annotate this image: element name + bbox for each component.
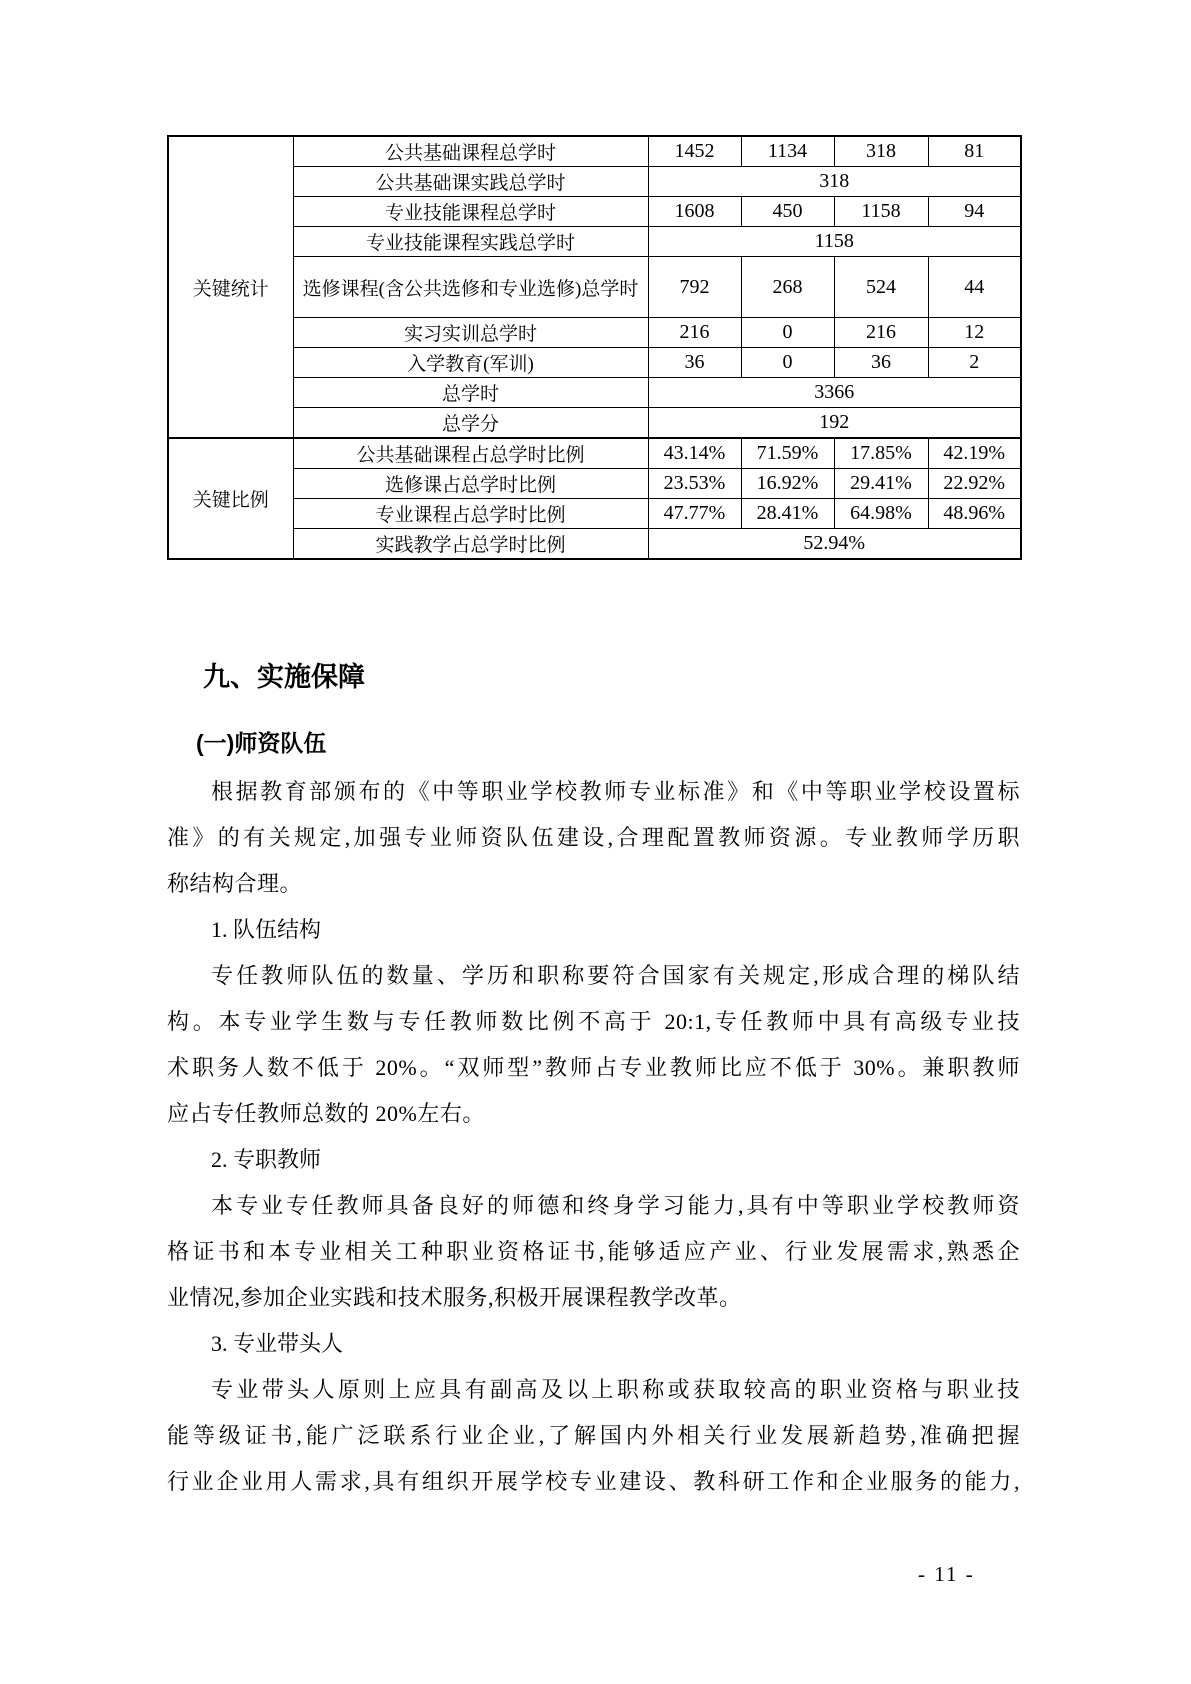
- value-cell: 792: [648, 257, 741, 318]
- paragraph-line: 根据教育部颁布的《中等职业学校教师专业标准》和《中等职业学校设置标: [211, 779, 1020, 804]
- merged-value-cell: 192: [648, 408, 1021, 439]
- paragraph-line: 专任教师队伍的数量、学历和职称要符合国家有关规定,形成合理的梯队结: [211, 963, 1020, 988]
- value-cell: 42.19%: [928, 438, 1021, 469]
- paragraph-line: 行业企业用人需求,具有组织开展学校专业建设、教科研工作和企业服务的能力,: [167, 1469, 1020, 1494]
- value-cell: 36: [648, 348, 741, 378]
- table-row: [168, 408, 1021, 439]
- body-text: [167, 769, 1020, 1505]
- paragraph-line: 应占专任教师总数的 20%左右。: [167, 1101, 485, 1126]
- value-cell: 1158: [834, 197, 928, 227]
- section-heading: (一)师资队伍: [196, 730, 327, 756]
- numbered-item-title: 3. 专业带头人: [211, 1331, 344, 1356]
- table-row: [168, 167, 1021, 197]
- value-cell: 12: [928, 318, 1021, 348]
- value-cell: 318: [834, 136, 928, 167]
- value-cell: 47.77%: [648, 499, 741, 529]
- value-cell: 23.53%: [648, 469, 741, 499]
- row-label: 实践教学占总学时比例: [293, 529, 648, 560]
- table-row: [168, 318, 1021, 348]
- merged-value-cell: 1158: [648, 227, 1021, 257]
- value-cell: 64.98%: [834, 499, 928, 529]
- row-label: 专业课程占总学时比例: [293, 499, 648, 529]
- table-row: [168, 227, 1021, 257]
- value-cell: 0: [741, 318, 834, 348]
- page-number: - 11 -: [918, 1562, 975, 1586]
- paragraph-line: 准》的有关规定,加强专业师资队伍建设,合理配置教师资源。专业教师学历职: [167, 825, 1020, 850]
- paragraph-line: 术职务人数不低于 20%。“双师型”教师占专业教师比应不低于 30%。兼职教师: [167, 1055, 1020, 1080]
- table-row: [168, 136, 1021, 167]
- value-cell: 81: [928, 136, 1021, 167]
- row-label: 总学时: [293, 378, 648, 408]
- value-cell: 29.41%: [834, 469, 928, 499]
- merged-value-cell: 52.94%: [648, 529, 1021, 560]
- value-cell: 0: [741, 348, 834, 378]
- row-label: 选修课程(含公共选修和专业选修)总学时: [293, 257, 648, 318]
- value-cell: 17.85%: [834, 438, 928, 469]
- table-row: [168, 197, 1021, 227]
- value-cell: 44: [928, 257, 1021, 318]
- paragraph-line: 构。本专业学生数与专任教师数比例不高于 20:1,专任教师中具有高级专业技: [167, 1009, 1020, 1034]
- value-cell: 524: [834, 257, 928, 318]
- value-cell: 36: [834, 348, 928, 378]
- table-row: [168, 257, 1021, 318]
- row-label: 公共基础课程占总学时比例: [293, 438, 648, 469]
- paragraph-line: 格证书和本专业相关工种职业资格证书,能够适应产业、行业发展需求,熟悉企: [167, 1239, 1020, 1264]
- row-label: 专业技能课程总学时: [293, 197, 648, 227]
- row-label: 选修课占总学时比例: [293, 469, 648, 499]
- value-cell: 2: [928, 348, 1021, 378]
- row-label: 总学分: [293, 408, 648, 439]
- value-cell: 22.92%: [928, 469, 1021, 499]
- table-row: [168, 438, 1021, 469]
- paragraph-line: 专业带头人原则上应具有副高及以上职称或获取较高的职业资格与职业技: [211, 1377, 1020, 1402]
- table-row: [168, 469, 1021, 499]
- table-row: [168, 378, 1021, 408]
- row-label: 实习实训总学时: [293, 318, 648, 348]
- value-cell: 216: [834, 318, 928, 348]
- group-cell-stats: 关键统计: [168, 136, 293, 438]
- key-statistics-table: [167, 135, 1022, 560]
- value-cell: 268: [741, 257, 834, 318]
- numbered-item-title: 1. 队伍结构: [211, 917, 322, 942]
- chapter-heading: 九、实施保障: [203, 662, 365, 692]
- value-cell: 1452: [648, 136, 741, 167]
- value-cell: 48.96%: [928, 499, 1021, 529]
- merged-value-cell: 3366: [648, 378, 1021, 408]
- value-cell: 16.92%: [741, 469, 834, 499]
- numbered-item-title: 2. 专职教师: [211, 1147, 322, 1172]
- row-label: 入学教育(军训): [293, 348, 648, 378]
- paragraph-line: 业情况,参加企业实践和技术服务,积极开展课程教学改革。: [167, 1285, 742, 1310]
- paragraph-line: 本专业专任教师具备良好的师德和终身学习能力,具有中等职业学校教师资: [211, 1193, 1020, 1218]
- value-cell: 1134: [741, 136, 834, 167]
- value-cell: 71.59%: [741, 438, 834, 469]
- group-cell-ratios: 关键比例: [168, 438, 293, 559]
- value-cell: 94: [928, 197, 1021, 227]
- value-cell: 28.41%: [741, 499, 834, 529]
- paragraph-line: 称结构合理。: [167, 871, 303, 896]
- table-row: [168, 348, 1021, 378]
- row-label: 专业技能课程实践总学时: [293, 227, 648, 257]
- table-row: [168, 529, 1021, 560]
- row-label: 公共基础课程总学时: [293, 136, 648, 167]
- value-cell: 1608: [648, 197, 741, 227]
- value-cell: 450: [741, 197, 834, 227]
- merged-value-cell: 318: [648, 167, 1021, 197]
- row-label: 公共基础课实践总学时: [293, 167, 648, 197]
- paragraph-line: 能等级证书,能广泛联系行业企业,了解国内外相关行业发展新趋势,准确把握: [167, 1423, 1020, 1448]
- value-cell: 43.14%: [648, 438, 741, 469]
- table-row: [168, 499, 1021, 529]
- value-cell: 216: [648, 318, 741, 348]
